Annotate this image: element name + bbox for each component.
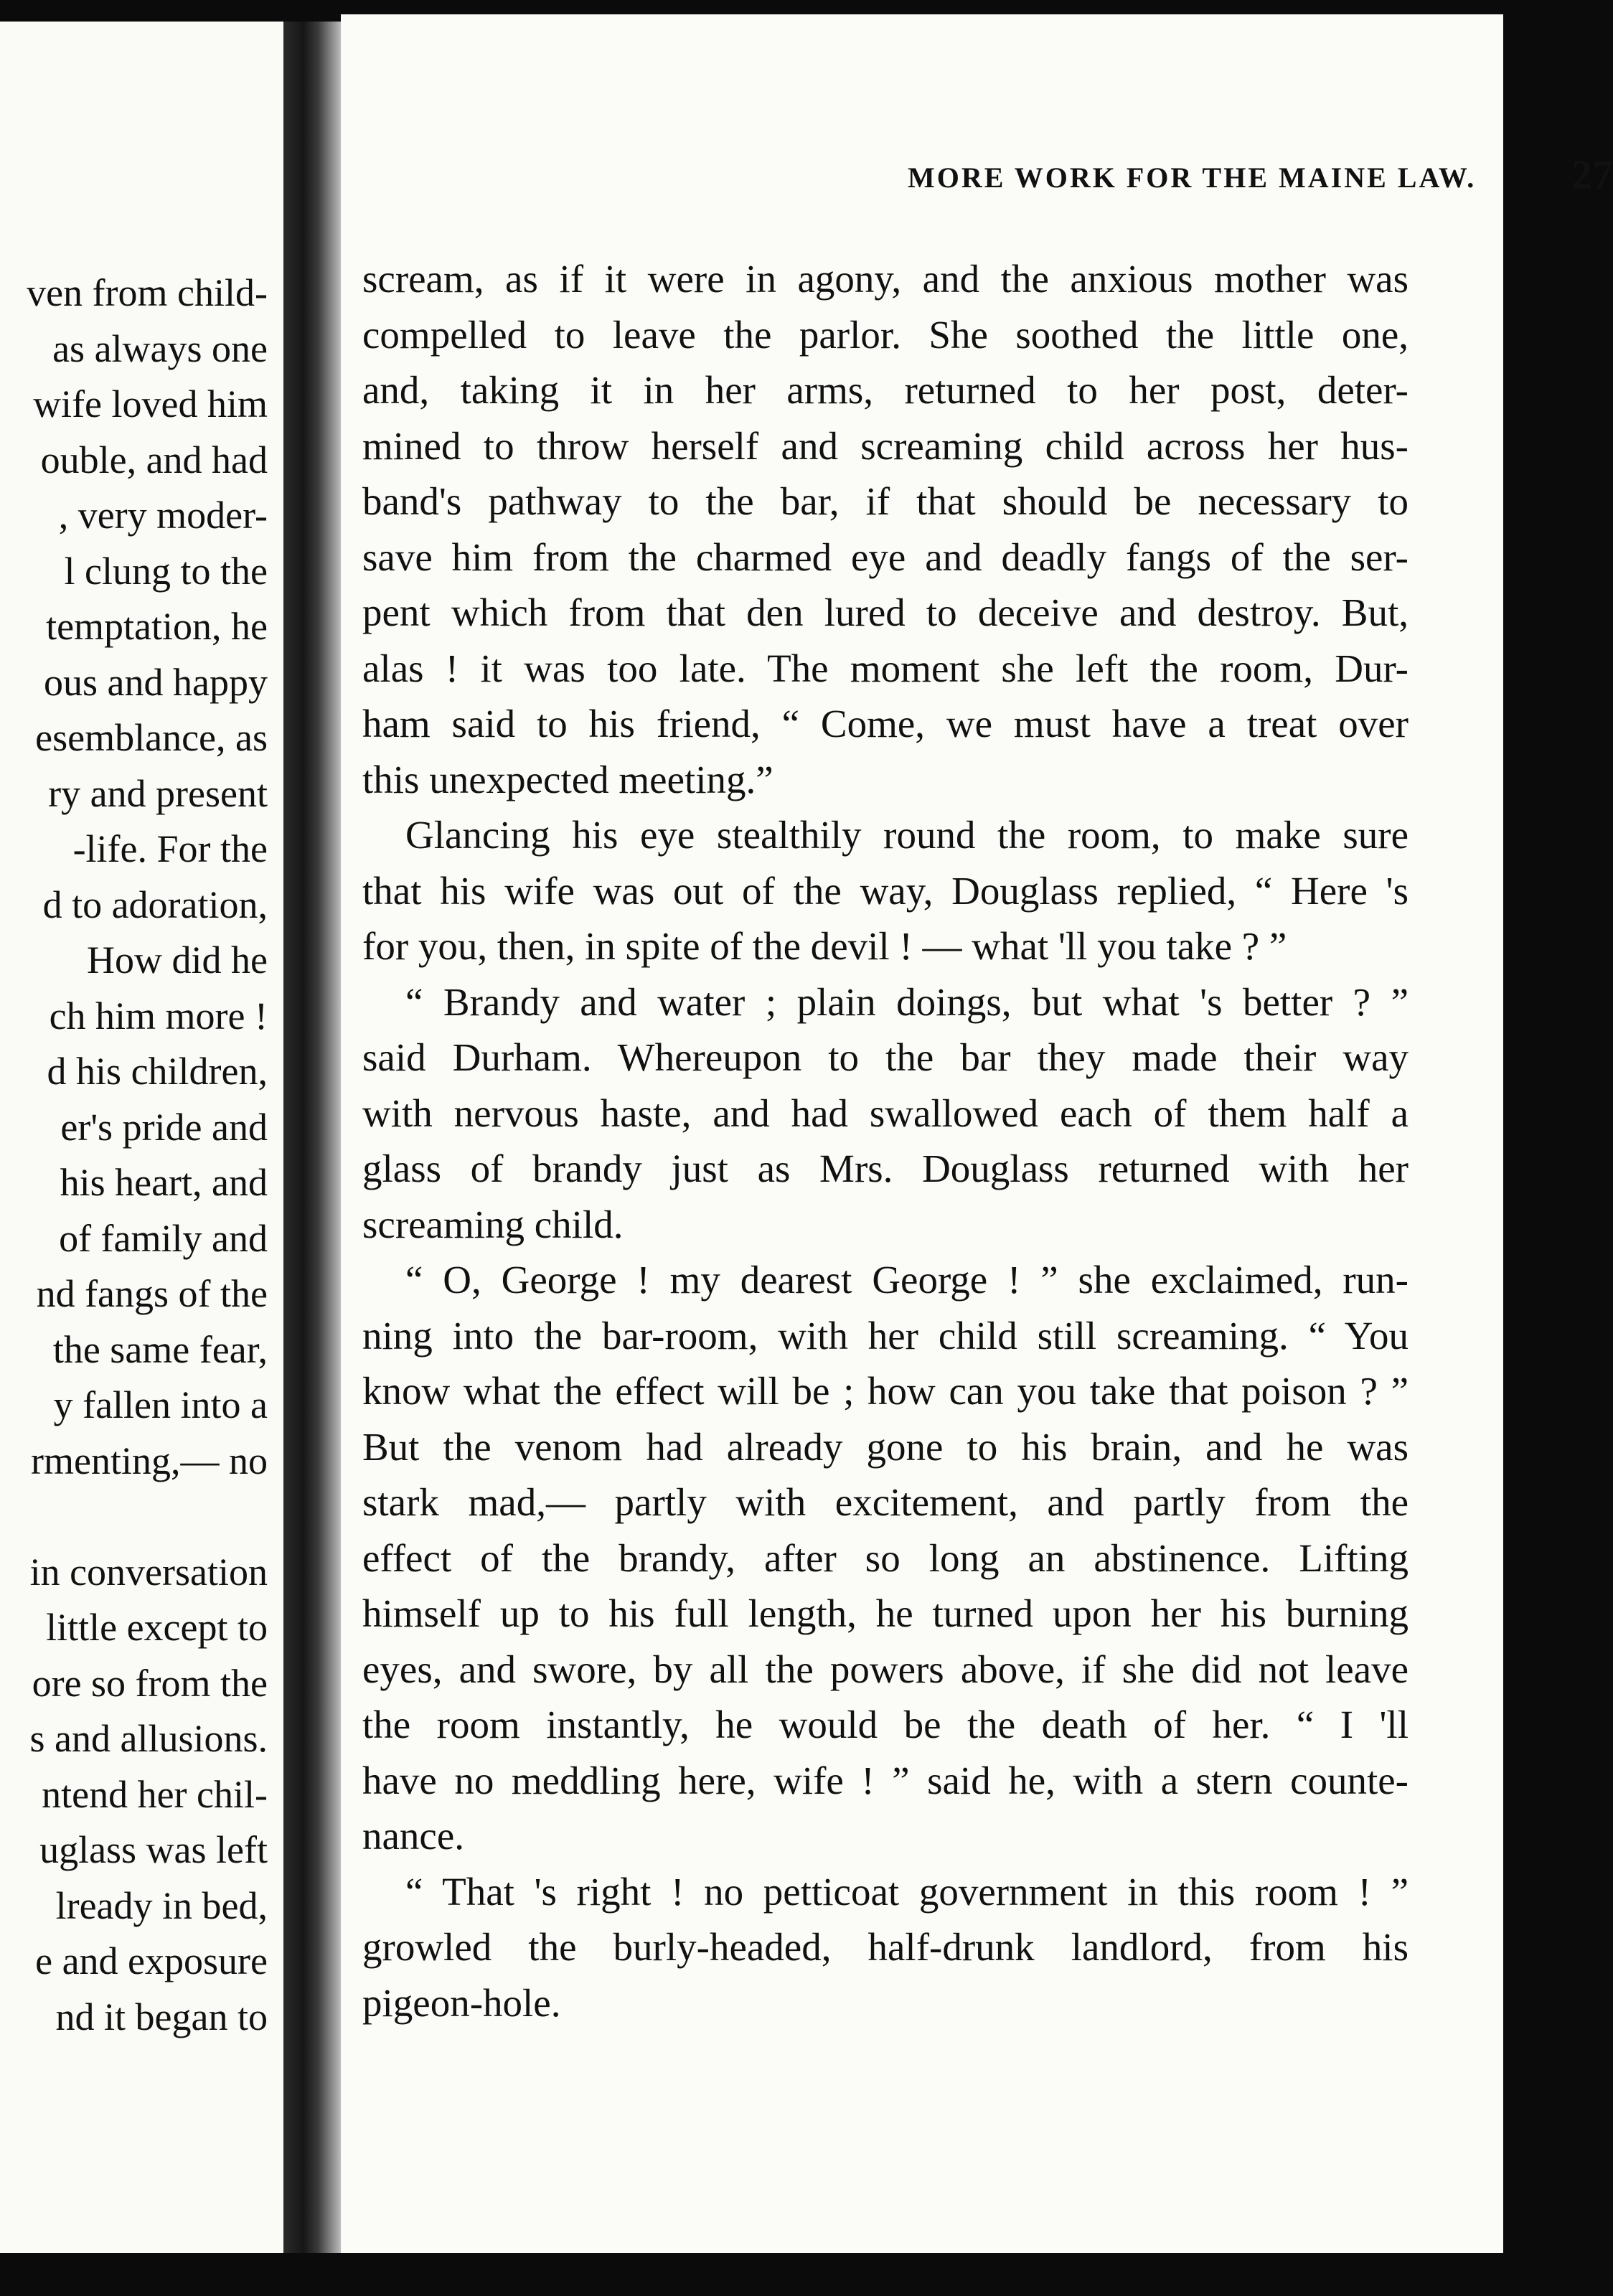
left-page-fragment xyxy=(0,22,283,2274)
text-line: ning into the bar-room, with her child still screaming. “ You xyxy=(362,1313,1409,1358)
left-text-line: ven from child- xyxy=(27,271,268,314)
text-line: that his wife was out of the way, Douglass replied, “ Here 's xyxy=(362,868,1409,913)
text-line: “ That 's right ! no petticoat government in this room ! ” xyxy=(405,1869,1409,1914)
text-line: save him from the charmed eye and deadly fangs of the ser- xyxy=(362,535,1409,579)
left-text-line: ouble, and had xyxy=(40,438,268,481)
left-text-line: of family and xyxy=(59,1216,268,1260)
running-head xyxy=(570,151,1613,215)
text-line: “ O, George ! my dearest George ! ” she exclaimed, run- xyxy=(405,1258,1409,1302)
text-line: with nervous haste, and had swallowed each of them half a xyxy=(362,1091,1409,1135)
left-text-line: his heart, and xyxy=(60,1161,268,1204)
right-page xyxy=(341,14,1613,2267)
left-text-line: y fallen into a xyxy=(53,1383,268,1426)
left-text-line: temptation, he xyxy=(46,605,268,648)
text-line: But the venom had already gone to his brain, and he was xyxy=(362,1424,1409,1469)
left-text-line: er's pride and xyxy=(60,1105,268,1149)
scan-bottom-border xyxy=(0,2253,1527,2296)
text-line: glass of brandy just as Mrs. Douglass returned with her xyxy=(362,1147,1409,1190)
text-line: pent which from that den lured to deceive and destroy. But, xyxy=(362,591,1409,634)
text-line: band's pathway to the bar, if that should be necessary to xyxy=(362,479,1409,523)
left-text-line: d to adoration, xyxy=(42,883,268,926)
text-line: effect of the brandy, after so long an abstinence. Lifting xyxy=(362,1535,1409,1580)
left-text-line xyxy=(0,1489,268,1545)
left-text-line: as always one xyxy=(52,326,268,370)
text-line: mined to throw herself and screaming child across her hus- xyxy=(362,423,1409,468)
left-text-line: ous and happy xyxy=(44,660,268,704)
left-text-line: lready in bed, xyxy=(55,1883,268,1927)
text-line: himself up to his full length, he turned upon her his burning xyxy=(362,1591,1409,1635)
left-text-line: the same fear, xyxy=(52,1327,268,1371)
left-text-line: ore so from the xyxy=(32,1661,268,1705)
text-line: growled the burly-headed, half-drunk landlord, from his xyxy=(362,1925,1409,1969)
text-line: ham said to his friend, “ Come, we must have a treat over xyxy=(362,702,1409,745)
left-text-line: little except to xyxy=(46,1606,268,1649)
left-text-line: l clung to the xyxy=(64,549,268,593)
text-line: said Durham. Whereupon to the bar they made their way xyxy=(362,1035,1409,1079)
body-text xyxy=(362,251,1409,2031)
text-line: scream, as if it were in agony, and the anxious mother was xyxy=(362,257,1409,301)
left-text-line: wife loved him xyxy=(33,382,268,425)
left-text-line: ch him more ! xyxy=(49,994,268,1038)
left-text-line: , very moder- xyxy=(58,494,268,537)
text-line: and, taking it in her arms, returned to her post, deter- xyxy=(362,368,1409,412)
left-text-line: nd it began to xyxy=(55,1995,268,2038)
text-line: stark mad,— partly with excitement, and partly from the xyxy=(362,1480,1409,1524)
text-line: “ Brandy and water ; plain doings, but what 's better ? ” xyxy=(405,979,1409,1024)
left-text-line: esemblance, as xyxy=(35,716,268,759)
left-text-line: ntend her chil- xyxy=(42,1772,268,1816)
left-text-line: -life. For the xyxy=(72,827,268,870)
running-title: MORE WORK FOR THE MAINE LAW. xyxy=(908,161,1477,194)
left-text-line: rmenting,— no xyxy=(31,1439,268,1482)
text-line: alas ! it was too late. The moment she left the room, Dur- xyxy=(362,646,1409,690)
left-page-text xyxy=(0,265,268,2045)
book-gutter xyxy=(283,22,341,2274)
left-text-line: How did he xyxy=(87,938,268,982)
text-line: have no meddling here, wife ! ” said he, with a stern counte- xyxy=(362,1758,1409,1802)
left-text-line: d his children, xyxy=(47,1050,268,1093)
scan-right-border xyxy=(1503,0,1527,2296)
left-text-line: uglass was left xyxy=(39,1828,268,1871)
text-line: the room instantly, he would be the death of her. “ I 'll xyxy=(362,1703,1409,1746)
text-line: screaming child. xyxy=(362,1202,624,1246)
text-line: eyes, and swore, by all the powers above, if she did not leave xyxy=(362,1647,1409,1691)
text-line: for you, then, in spite of the devil ! — what 'll you take ? ” xyxy=(362,924,1287,968)
text-line: Glancing his eye stealthily round the room, to make sure xyxy=(405,813,1409,857)
text-line: know what the effect will be ; how can you take that poison ? ” xyxy=(362,1369,1409,1413)
text-line: compelled to leave the parlor. She soothed the little one, xyxy=(362,312,1409,357)
left-text-line: s and allusions. xyxy=(29,1717,268,1760)
left-text-line: nd fangs of the xyxy=(36,1272,268,1315)
page-number: 27 xyxy=(1571,151,1613,198)
text-line: nance. xyxy=(362,1814,464,1858)
text-line: pigeon-hole. xyxy=(362,1980,561,2025)
left-text-line: e and exposure xyxy=(35,1939,268,1982)
left-text-line: ry and present xyxy=(48,771,268,815)
left-text-line: in conversation xyxy=(29,1550,268,1594)
text-line: this unexpected meeting.” xyxy=(362,757,773,801)
